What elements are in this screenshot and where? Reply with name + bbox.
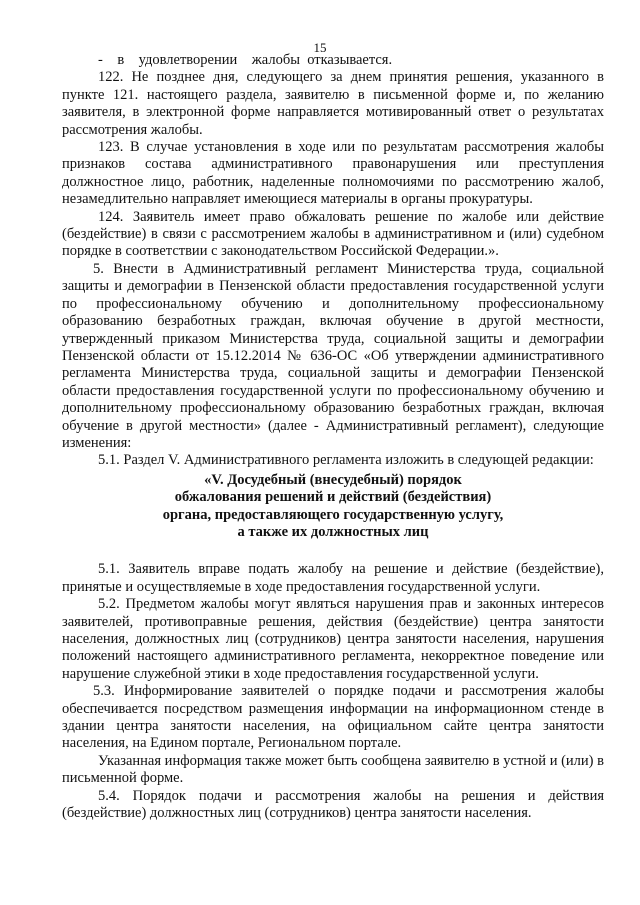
paragraph-5-1: 5.1. Раздел V. Административного регламента изложить в следующей редакции:: [98, 452, 594, 469]
paragraph-refusal-line: - в удовлетворении жалобы отказывается.: [98, 52, 393, 68]
heading-line: «V. Досудебный (внесудебный) порядок: [204, 471, 462, 488]
paragraph-section-5-4: 5.4. Порядок подачи и рассмотрения жалобы на решения и действия (бездействие) должностных лиц (сотрудников) центра занятости населения.: [62, 787, 604, 822]
heading-line: обжалования решений и действий (бездействия): [174, 489, 492, 506]
paragraph-section-5-1: 5.1. Заявитель вправе подать жалобу на решение и действие (бездействие), принятые и осуществляемые в ходе предоставления государственной услуги.: [62, 561, 604, 595]
document-body: [62, 52, 604, 822]
paragraph-123: 123. В случае установления в ходе или по результатам рассмотрения жалобы признаков состава административного правонарушения или преступления должностное лицо, работник, наделенные полномочиями по рассмотрению жалоб, незамедлительно направляет имеющиеся материалы в органы прокуратуры.: [62, 139, 604, 208]
paragraph-124: 124. Заявитель имеет право обжаловать решение по жалобе или действие (бездействие) в связи с рассмотрением жалобы в административном и (или) судебном порядке в соответствии с законодательством Российской Федерации.».: [62, 208, 604, 260]
paragraph-section-5-2: 5.2. Предметом жалобы могут являться нарушения прав и законных интересов заявителей, противоправные решения, действия (бездействие) центра занятости населения, должностных лиц (сотрудников) центра занятости населения, нарушения положений настоящего административного регламента, некорректное поведение или нарушение служебной этики в ходе предоставления государственной услуги.: [62, 596, 604, 682]
paragraph-section-5-3: 5.3. Информирование заявителей о порядке подачи и рассмотрения жалобы обеспечивается посредством размещения информации на информационном стенде в здании центра занятости населения, на официальном сайте центра занятости населения, на Едином портале, Региональном портале.: [62, 683, 604, 752]
paragraph-5: 5. Внести в Административный регламент Министерства труда, социальной защиты и демографии в Пензенской области предоставления государственной услуги по профессиональному обучению и дополнительному профессиональному образованию безработных граждан, включая обучение в другой местности, утвержденный приказом Министерства труда, социальной защиты и демографии Пензенской области от 15.12.2014 № 636-ОС «Об утверждении административного регламента Министерства труда, социальной защиты и демографии Пензенской области предоставления государственной услуги по профессиональному обучению и дополнительному профессиональному образованию безработных граждан, включая обучение в другой местности» (далее - Административный регламент), следующие изменения:: [62, 260, 604, 451]
page-number: 15: [313, 40, 327, 55]
paragraph-122: 122. Не позднее дня, следующего за днем принятия решения, указанного в пункте 121. настоящего раздела, заявителю в письменной форме и, по желанию заявителя, в электронной форме направляется мотивированный ответ о результатах рассмотрения жалобы.: [62, 69, 604, 138]
heading-line: а также их должностных лиц: [237, 523, 429, 540]
heading-line: органа, предоставляющего государственную услугу,: [162, 506, 504, 523]
paragraph-info-note: Указанная информация также может быть сообщена заявителю в устной и (или) в письменной форме.: [62, 752, 604, 787]
section-v-heading: [62, 470, 604, 562]
